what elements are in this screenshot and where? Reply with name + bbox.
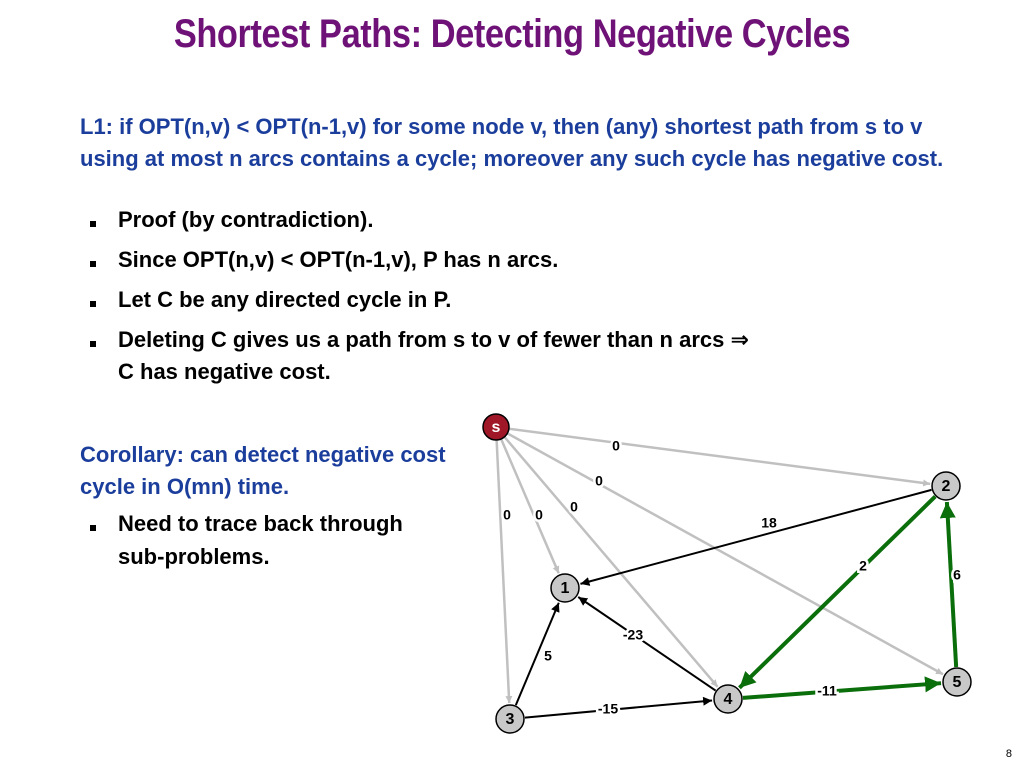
- edge-cost-label: -15: [597, 700, 619, 717]
- edge-cost-label: 0: [503, 506, 511, 523]
- graph-node-label: 4: [723, 691, 733, 709]
- edge-cost-label: 0: [535, 506, 543, 523]
- page-number: 8: [1005, 748, 1012, 760]
- edge-s-to-2: [498, 427, 930, 484]
- edge-cost-label: 0: [612, 437, 620, 454]
- edge-s-to-1: [497, 429, 559, 573]
- edge-4-to-5: [743, 683, 941, 698]
- edge-3-to-1: [516, 603, 559, 705]
- graph-node-label: s: [491, 419, 501, 437]
- edge-5-to-2: [947, 502, 956, 667]
- slide-title: Shortest Paths: Detecting Negative Cycles: [173, 12, 851, 56]
- edge-cost-label: 5: [544, 647, 552, 664]
- corollary-text: Corollary: can detect negative cost cycle in O(mn) time.: [80, 442, 446, 499]
- graph-node-label: 5: [952, 674, 962, 692]
- proof-bullet-text: Deleting C gives us a path from s to v of fewer than n arcs ⇒: [118, 327, 749, 352]
- edge-cost-label: 6: [953, 566, 961, 583]
- edge-s-to-4: [497, 429, 717, 687]
- graph-node-label: 1: [560, 580, 570, 598]
- proof-bullet-text: Proof (by contradiction).: [118, 207, 374, 232]
- proof-bullet-text: Since OPT(n,v) < OPT(n-1,v), P has n arcs.: [118, 247, 559, 272]
- graph-node-label: 2: [941, 478, 951, 496]
- edge-cost-label: -23: [622, 626, 644, 643]
- edge-cost-label: 0: [595, 472, 603, 489]
- edge-4-to-1: [578, 597, 715, 691]
- proof-bullet-continuation: C has negative cost.: [118, 359, 331, 384]
- corollary-bullet-text: Need to trace back through sub-problems.: [118, 511, 403, 569]
- graph-node-label: 3: [505, 711, 515, 729]
- edge-s-to-5: [498, 428, 943, 674]
- edge-3-to-4: [525, 700, 712, 717]
- proof-bullet-text: Let C be any directed cycle in P.: [118, 287, 452, 312]
- lemma-text: L1: if OPT(n,v) < OPT(n-1,v) for some node v, then (any) shortest path from s to v using at most n arcs contains a cycle; moreover any such cycle has negative cost.: [80, 114, 944, 171]
- edge-s-to-3: [496, 429, 509, 703]
- edge-cost-label: 0: [570, 498, 578, 515]
- edge-cost-label: 2: [859, 557, 867, 574]
- edge-cost-label: -11: [817, 682, 837, 699]
- edge-cost-label: 18: [761, 514, 777, 531]
